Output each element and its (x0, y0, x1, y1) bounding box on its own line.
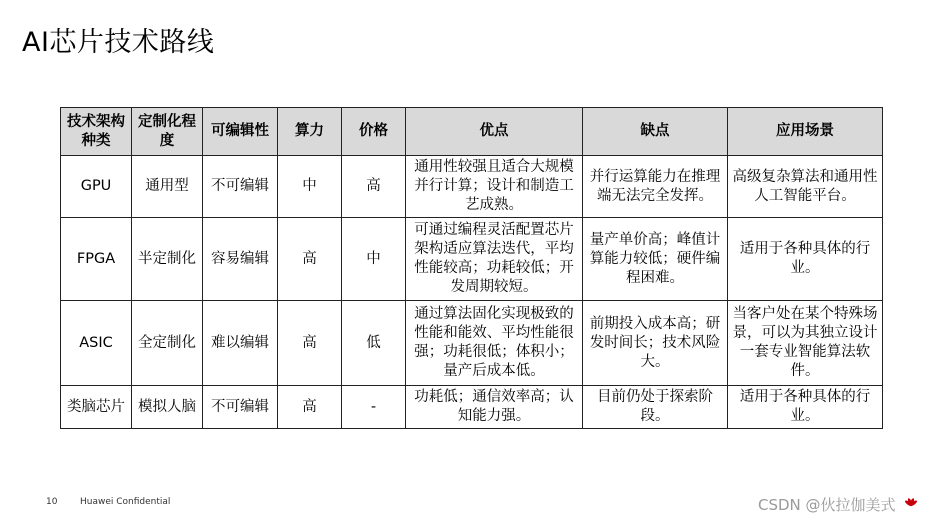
header-scenarios: 应用场景 (728, 108, 883, 156)
header-cons: 缺点 (583, 108, 728, 156)
table-cell: 低 (342, 301, 406, 386)
table-cell: 并行运算能力在推理端无法完全发挥。 (583, 156, 728, 218)
table-row (61, 301, 883, 386)
table-cell: 高 (278, 386, 342, 429)
table-cell: ASIC (61, 301, 132, 386)
table-cell: 高 (278, 301, 342, 386)
header-editability: 可编辑性 (203, 108, 278, 156)
slide-title: AI芯片技术路线 (22, 27, 215, 58)
table-row (61, 156, 883, 218)
ai-chip-routes-table (60, 107, 883, 429)
page-number: 10 (46, 497, 58, 507)
table-cell: 适用于各种具体的行业。 (728, 218, 883, 301)
table-cell: 全定制化 (132, 301, 203, 386)
table-cell: 中 (342, 218, 406, 301)
table-row (61, 218, 883, 301)
table-cell: FPGA (61, 218, 132, 301)
table-cell: 当客户处在某个特殊场景，可以为其独立设计一套专业智能算法软件。 (728, 301, 883, 386)
table-cell: 可通过编程灵活配置芯片架构适应算法迭代，平均性能较高；功耗较低；开发周期较短。 (406, 218, 583, 301)
header-price: 价格 (342, 108, 406, 156)
watermark-text: CSDN @伙拉伽美式 (758, 496, 896, 514)
table-cell: GPU (61, 156, 132, 218)
table-header-row (61, 108, 883, 156)
table-cell: - (342, 386, 406, 429)
table-cell: 通用型 (132, 156, 203, 218)
header-customization: 定制化程度 (132, 108, 203, 156)
header-pros: 优点 (406, 108, 583, 156)
table-cell: 高 (342, 156, 406, 218)
table-cell: 模拟人脑 (132, 386, 203, 429)
confidential-label: Huawei Confidential (80, 497, 171, 507)
table-cell: 不可编辑 (203, 156, 278, 218)
table-cell: 量产单价高；峰值计算能力较低；硬件编程困难。 (583, 218, 728, 301)
table-cell: 目前仍处于探索阶段。 (583, 386, 728, 429)
table-cell: 适用于各种具体的行业。 (728, 386, 883, 429)
table-cell: 中 (278, 156, 342, 218)
table-cell: 容易编辑 (203, 218, 278, 301)
footer-brand (758, 494, 922, 515)
table-cell: 类脑芯片 (61, 386, 132, 429)
table-cell: 通用性较强且适合大规模并行计算；设计和制造工艺成熟。 (406, 156, 583, 218)
header-arch-type: 技术架构种类 (61, 108, 132, 156)
table-cell: 功耗低；通信效率高；认知能力强。 (406, 386, 583, 429)
table-row (61, 386, 883, 429)
table-cell: 半定制化 (132, 218, 203, 301)
table-cell: 不可编辑 (203, 386, 278, 429)
huawei-logo-icon (902, 498, 920, 512)
table-cell: 高级复杂算法和通用性人工智能平台。 (728, 156, 883, 218)
table-cell: 通过算法固化实现极致的性能和能效、平均性能很强；功耗很低；体积小；量产后成本低。 (406, 301, 583, 386)
table-cell: 前期投入成本高；研发时间长；技术风险大。 (583, 301, 728, 386)
table-cell: 高 (278, 218, 342, 301)
header-compute: 算力 (278, 108, 342, 156)
table-cell: 难以编辑 (203, 301, 278, 386)
